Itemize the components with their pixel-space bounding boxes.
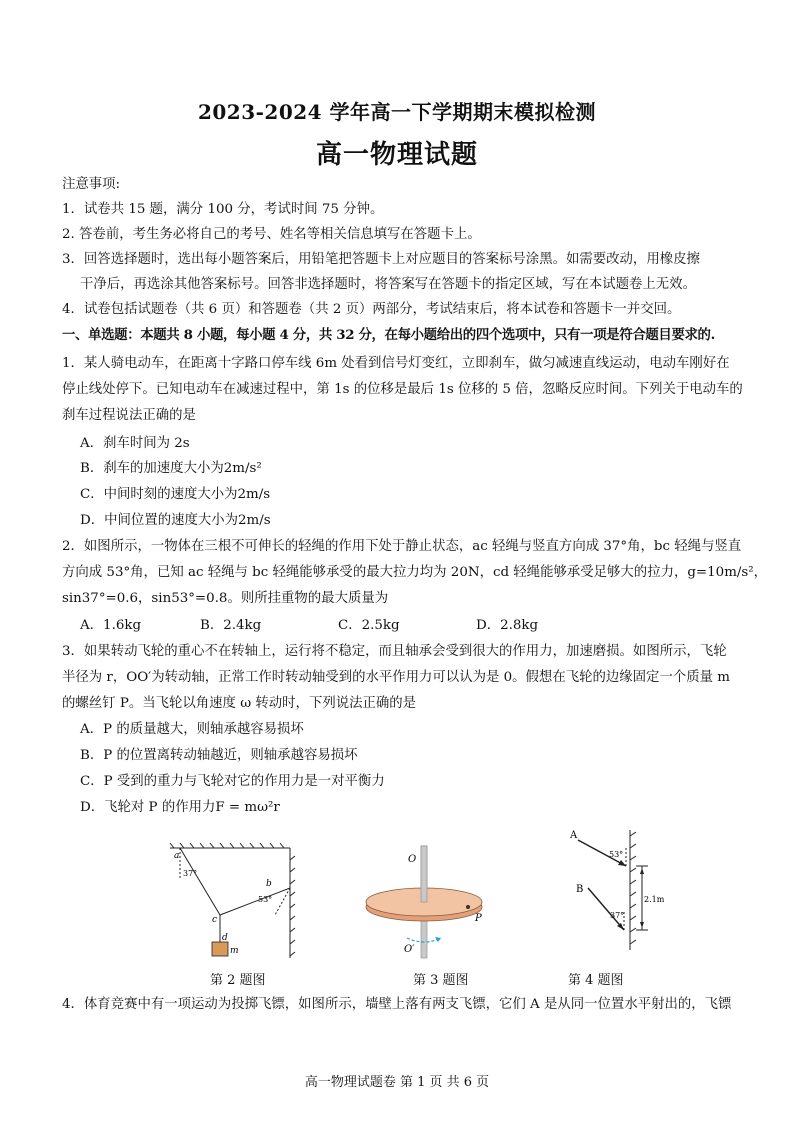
q3-option-d: D．飞轮对 P 的作用力F = mω²r	[80, 800, 280, 815]
page-footer: 高一物理试题卷 第 1 页 共 6 页	[304, 1075, 490, 1090]
notes-heading: 注意事项:	[62, 177, 121, 192]
screw-p	[466, 905, 470, 909]
q1-stem-line: 1．某人骑电动车，在距离十字路口停车线 6m 处看到信号灯变红，立即刹车，做匀减速直线运动，电动车刚好在	[62, 356, 730, 371]
note-item: 干净后，再选涂其他答案标号。回答非选择题时，将答案写在答题卡的指定区域，写在本试题卷上无效。	[80, 277, 696, 292]
note-item: 2. 答卷前，考生务必将自己的考号、姓名等相关信息填写在答题卡上。	[62, 227, 481, 242]
label-o-prime: O′	[404, 944, 415, 955]
q2-option-b: B．2.4kg	[200, 618, 262, 633]
q1-option-d: D．中间位置的速度大小为2m/s	[80, 513, 271, 528]
q4-stem-line: 4．体育竞赛中有一项运动为投掷飞镖，如图所示，墙壁上落有两支飞镖，它们 A 是从同一位置水平射出的，飞镖	[62, 997, 732, 1012]
label-d: d	[222, 933, 228, 943]
exam-subtitle: 高一物理试题	[315, 140, 478, 170]
label-a: a	[174, 851, 180, 861]
q2-stem-line: 方向成 53°角，已知 ac 轻绳与 bc 轻绳能够承受的最大拉力均为 20N，cd 轻绳能够承受足够大的拉力，g=10m/s²，	[62, 565, 768, 580]
q2-option-a: A．1.6kg	[80, 618, 142, 633]
figure-4-diagram	[560, 826, 670, 956]
figure-4-caption: 第 4 题图	[568, 973, 624, 988]
dart-b-label: B	[576, 884, 584, 895]
q3-stem-line: 3．如果转动飞轮的重心不在转轴上，运行将不稳定，而且轴承会受到很大的作用力，加速磨损。如图所示，飞轮	[62, 644, 727, 659]
note-item: 1．试卷共 15 题，满分 100 分，考试时间 75 分钟。	[62, 202, 384, 217]
q1-stem-line: 停止线处停下。已知电动车在减速过程中，第 1s 的位移是最后 1s 位移的 5 倍，忽略反应时间。下列关于电动车的	[62, 382, 743, 397]
angle-37-label: 37°	[183, 869, 198, 878]
note-item: 3．回答选择题时，选出每小题答案后，用铅笔把答题卡上对应题目的答案标号涂黑。如需要改动，用橡皮擦	[62, 252, 700, 267]
distance-label: 2.1m	[644, 895, 665, 904]
hanging-mass	[212, 942, 228, 956]
label-b: b	[266, 879, 272, 889]
q1-option-c: C．中间时刻的速度大小为2m/s	[80, 487, 271, 502]
label-m: m	[230, 946, 239, 956]
label-c: c	[212, 915, 218, 925]
dart-a-label: A	[570, 830, 578, 841]
note-item: 4．试卷包括试题卷（共 6 页）和答题卷（共 2 页）两部分，考试结束后，将本试卷和答题卡一并交回。	[62, 302, 681, 317]
figure-3-diagram	[355, 842, 505, 962]
exam-title: 2023-2024 学年高一下学期期末模拟检测	[197, 100, 597, 124]
q3-stem-line: 的螺丝钉 P。当飞轮以角速度 ω 转动时，下列说法正确的是	[62, 696, 417, 711]
angle-37-label: 37°	[610, 911, 625, 920]
section-heading: 一、单选题：本题共 8 小题，每小题 4 分，共 32 分，在每小题给出的四个选项中，只有一项是符合题目要求的.	[62, 327, 715, 343]
label-p: P	[475, 913, 482, 924]
q3-stem-line: 半径为 r，OO′为转动轴，正常工作时转动轴受到的水平作用力可以认为是 0。假想在飞轮的边缘固定一个质量 m	[62, 670, 730, 685]
q2-option-c: C．2.5kg	[338, 618, 400, 633]
figure-3-caption: 第 3 题图	[413, 973, 469, 988]
angle-53-label: 53°	[609, 850, 624, 859]
q2-option-d: D．2.8kg	[476, 618, 539, 633]
q3-option-b: B．P 的位置离转动轴越近，则轴承越容易损坏	[80, 748, 358, 763]
q1-stem-line: 刹车过程说法正确的是	[62, 408, 196, 423]
angle-53-label: 53°	[258, 895, 273, 904]
q3-option-c: C．P 受到的重力与飞轮对它的作用力是一对平衡力	[80, 774, 385, 789]
q3-option-a: A．P 的质量越大，则轴承越容易损坏	[80, 722, 304, 737]
label-o: O	[408, 854, 417, 865]
q1-option-b: B．刹车的加速度大小为2m/s²	[80, 461, 262, 476]
figure-2-caption: 第 2 题图	[210, 973, 266, 988]
q2-stem-line: 2．如图所示，一物体在三根不可伸长的轻绳的作用下处于静止状态，ac 轻绳与竖直方向成 37°角，bc 轻绳与竖直	[62, 539, 742, 554]
figure-2-diagram	[160, 840, 300, 960]
q1-option-a: A．刹车时间为 2s	[80, 436, 190, 451]
q2-stem-line: sin37°=0.6，sin53°=0.8。则所挂重物的最大质量为	[62, 591, 389, 606]
